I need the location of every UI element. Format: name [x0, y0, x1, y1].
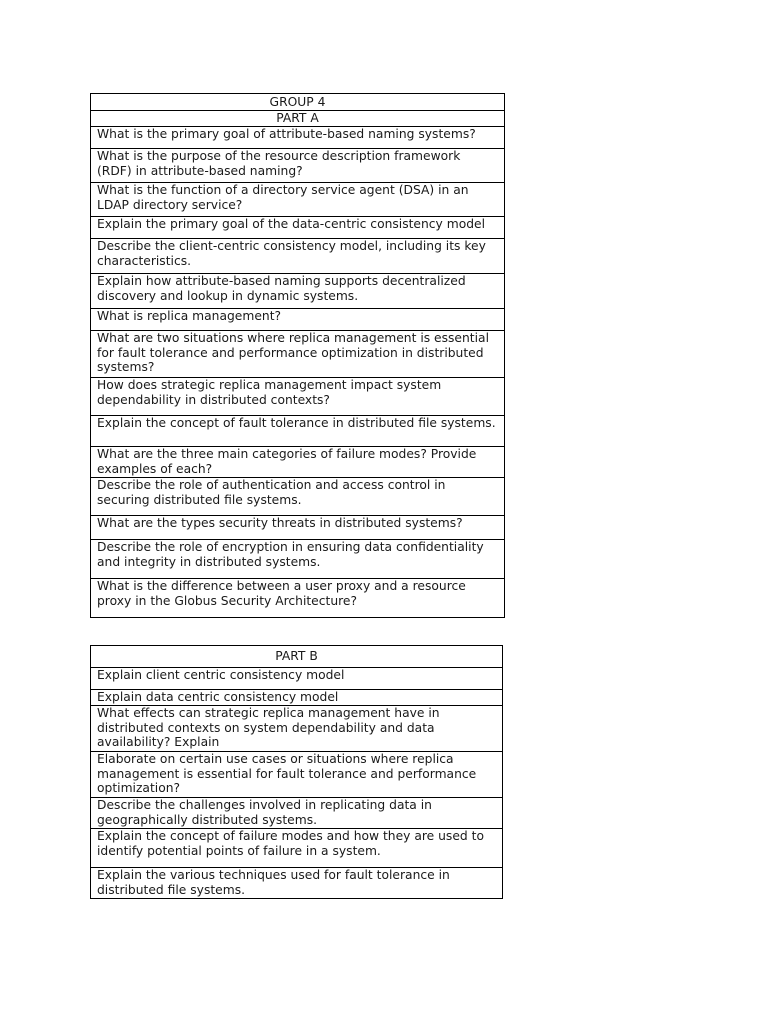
table-row: [91, 416, 505, 447]
table-row: [91, 668, 503, 690]
question-cell: How does strategic replica management impact system dependability in distributed contexts?: [91, 378, 505, 416]
question-cell: What is the primary goal of attribute-based naming systems?: [91, 127, 505, 149]
table-row: [91, 239, 505, 274]
part-b-heading: PART B: [91, 646, 503, 668]
question-cell: Explain the primary goal of the data-centric consistency model: [91, 217, 505, 239]
question-cell: Explain client centric consistency model: [91, 668, 503, 690]
table-row: [91, 829, 503, 868]
table-row: [91, 752, 503, 798]
table-row: [91, 149, 505, 183]
table-row: [91, 127, 505, 149]
table-row: [91, 516, 505, 540]
question-cell: Describe the role of encryption in ensuring data confidentiality and integrity in distributed systems.: [91, 540, 505, 579]
question-cell: Explain how attribute-based naming supports decentralized discovery and lookup in dynamic systems.: [91, 274, 505, 309]
question-cell: What is the purpose of the resource description framework (RDF) in attribute-based naming?: [91, 149, 505, 183]
question-cell: What are the types security threats in distributed systems?: [91, 516, 505, 540]
table-row: [91, 94, 505, 111]
question-cell: What effects can strategic replica management have in distributed contexts on system dependability and data availability? Explain: [91, 706, 503, 752]
table-row: [91, 478, 505, 516]
table-row: [91, 378, 505, 416]
question-cell: What are the three main categories of failure modes? Provide examples of each?: [91, 447, 505, 478]
table-row: [91, 111, 505, 127]
question-cell: Explain the various techniques used for fault tolerance in distributed file systems.: [91, 868, 503, 899]
question-cell: What is the difference between a user proxy and a resource proxy in the Globus Security Architecture?: [91, 579, 505, 618]
table-row: [91, 868, 503, 899]
table-row: [91, 540, 505, 579]
group-heading: GROUP 4: [91, 94, 505, 111]
table-row: [91, 331, 505, 378]
question-cell: Explain data centric consistency model: [91, 690, 503, 706]
question-cell: Elaborate on certain use cases or situations where replica management is essential for fault tolerance and performance optimization?: [91, 752, 503, 798]
table-row: [91, 579, 505, 618]
question-cell: What is the function of a directory service agent (DSA) in an LDAP directory service?: [91, 183, 505, 217]
table-row: [91, 217, 505, 239]
question-cell: Explain the concept of fault tolerance in distributed file systems.: [91, 416, 505, 447]
table-row: [91, 309, 505, 331]
table-row: [91, 706, 503, 752]
table-row: [91, 274, 505, 309]
table-row: [91, 690, 503, 706]
question-cell: Describe the client-centric consistency model, including its key characteristics.: [91, 239, 505, 274]
table-row: [91, 183, 505, 217]
question-cell: What is replica management?: [91, 309, 505, 331]
part-a-heading: PART A: [91, 111, 505, 127]
table-row: [91, 798, 503, 829]
table-row: [91, 447, 505, 478]
question-cell: Explain the concept of failure modes and how they are used to identify potential points of failure in a system.: [91, 829, 503, 868]
question-cell: Describe the challenges involved in replicating data in geographically distributed systems.: [91, 798, 503, 829]
part-a-table: [90, 93, 505, 618]
part-b-table: [90, 645, 503, 899]
question-cell: What are two situations where replica management is essential for fault tolerance and performance optimization in distributed systems?: [91, 331, 505, 378]
question-cell: Describe the role of authentication and access control in securing distributed file systems.: [91, 478, 505, 516]
table-row: [91, 646, 503, 668]
